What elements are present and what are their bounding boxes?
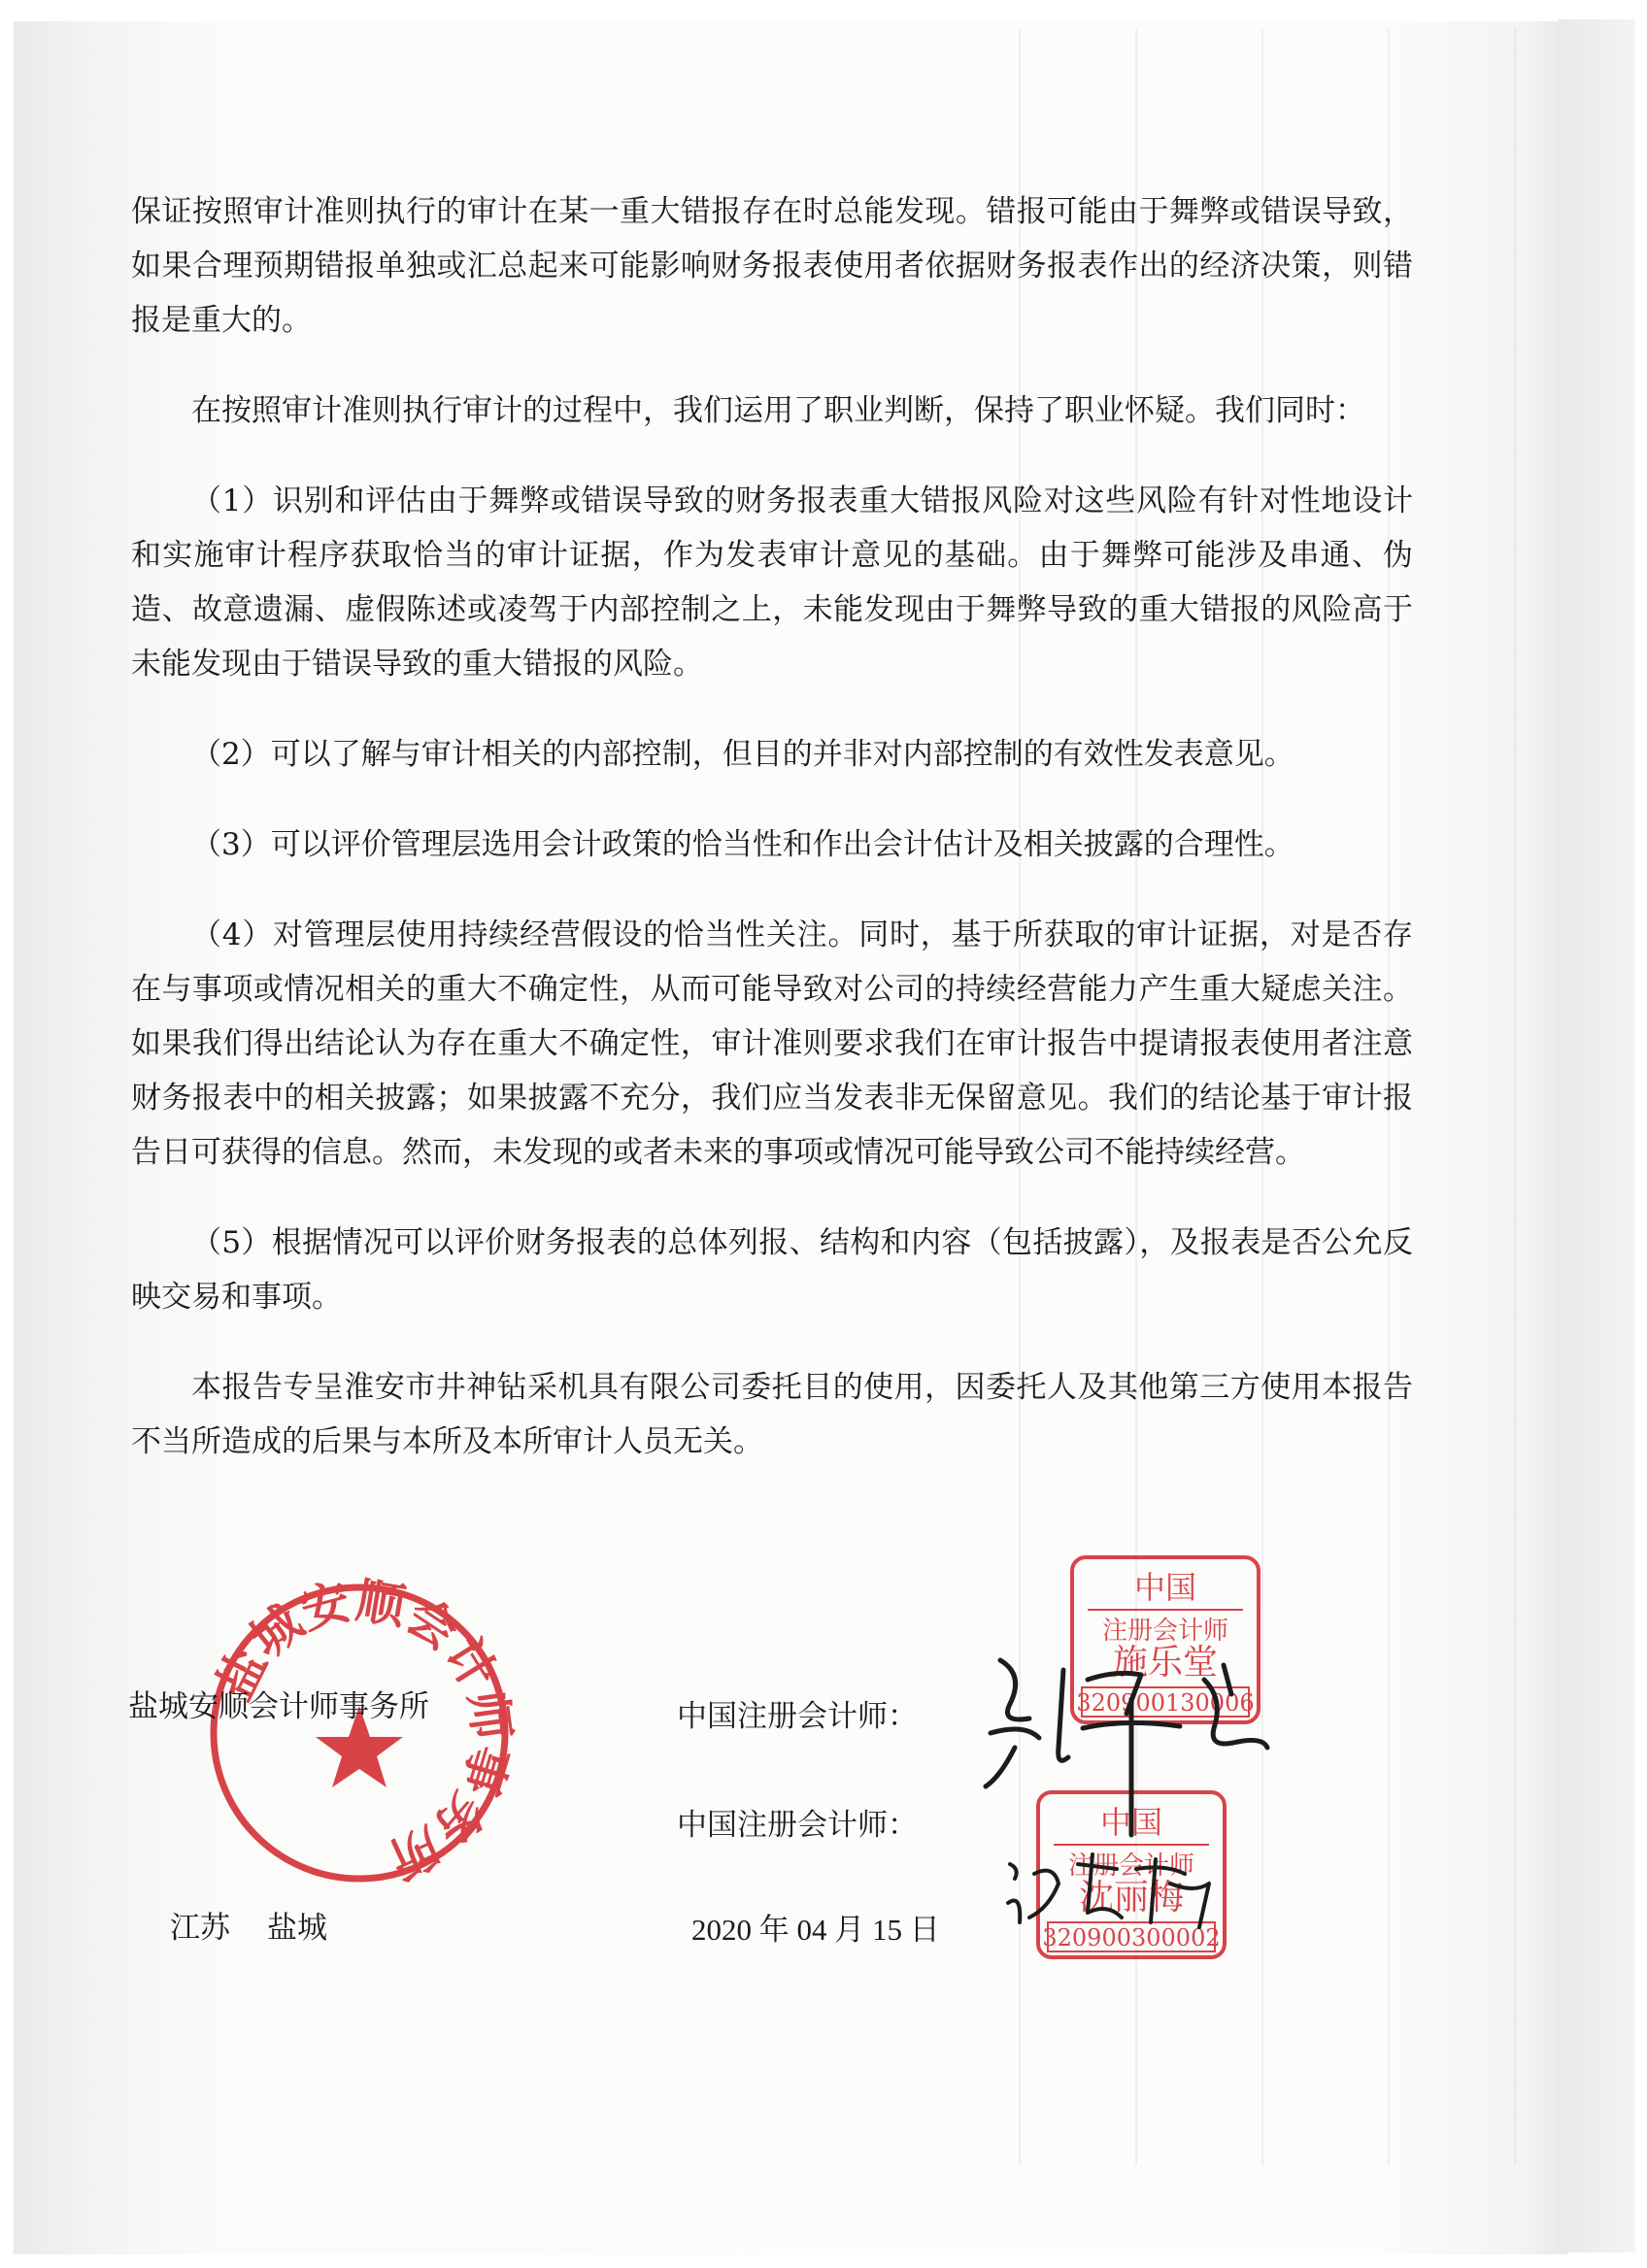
cpa-stamp-2-country: 中国 (1099, 1804, 1163, 1841)
report-date: 2020 年 04 月 15 日 (691, 1913, 940, 1947)
cpa-stamp-2-number: 320900300002 (1042, 1924, 1221, 1951)
firm-name: 盐城安顺会计师事务所 (128, 1689, 429, 1724)
cpa-stamp-2-title: 注册会计师 (1067, 1851, 1195, 1881)
cpa-stamp-1-name: 施乐堂 (1112, 1643, 1219, 1683)
location (170, 1909, 364, 1948)
cpa-label-1: 中国注册会计师： (677, 1699, 918, 1734)
handwritten-signature-2 (1000, 1825, 1233, 1942)
cpa-stamp-1-number: 320900130006 (1076, 1689, 1255, 1717)
location-province: 江苏 (170, 1911, 230, 1946)
paragraph-item-1: （1）识别和评估由于舞弊或错误导致的财务报表重大错报风险对这些风险有针对性地设计和实施审计程序获取恰当的审计证据，作为发表审计意见的基础。由于舞弊可能涉及串通、伪造、故意遗漏、虚假陈述或凌驾于内部控制之上，未能发现由于舞弊导致的重大错报的风险高于未能发现由于错误导致的重大错报的风险。 (131, 484, 1413, 682)
firm-seal (204, 1571, 521, 1889)
paragraph-usage-restriction: 本报告专呈淮安市井神钻采机具有限公司委托目的使用，因委托人及其他第三方使用本报告不当所造成的后果与本所及本所审计人员无关。 (131, 1370, 1413, 1459)
paragraph-item-4: （4）对管理层使用持续经营假设的恰当性关注。同时，基于所获取的审计证据，对是否存在与事项或情况相关的重大不确定性，从而可能导致对公司的持续经营能力产生重大疑虑关注。如果我们得出结论认为存在重大不确定性，审计准则要求我们在审计报告中提请报表使用者注意财务报表中的相关披露；如果披露不充分，我们应当发表非无保留意见。我们的结论基于审计报告日可获得的信息。然而，未发现的或者未来的事项或情况可能导致公司不能持续经营。 (131, 917, 1413, 1170)
paragraph-misstatement: 保证按照审计准则执行的审计在某一重大错报存在时总能发现。错报可能由于舞弊或错误导致，如果合理预期错报单独或汇总起来可能影响财务报表使用者依据财务报表作出的经济决策，则错报是重大的。 (131, 194, 1413, 338)
location-city: 盐城 (267, 1911, 327, 1946)
paragraph-item-2: （2）可以了解与审计相关的内部控制，但目的并非对内部控制的有效性发表意见。 (191, 737, 1294, 772)
cpa-label-2: 中国注册会计师： (677, 1808, 918, 1843)
handwritten-signature-1 (971, 1641, 1301, 1845)
firm-seal-text: 盐城安顺会计师事务所 (205, 1571, 521, 1889)
cpa-stamp-1-country: 中国 (1133, 1569, 1197, 1606)
report-body (131, 184, 1413, 1505)
paragraph-professional-judgment: 在按照审计准则执行审计的过程中，我们运用了职业判断，保持了职业怀疑。我们同时： (191, 393, 1365, 428)
cpa-stamp-2-name: 沈丽梅 (1078, 1878, 1185, 1918)
cpa-stamp-1-title: 注册会计师 (1101, 1617, 1229, 1646)
paragraph-item-5: （5）根据情况可以评价财务报表的总体列报、结构和内容（包括披露），及报表是否公允反映交易和事项。 (131, 1225, 1413, 1315)
page-edge-shadow (1558, 19, 1635, 2252)
paragraph-item-3: （3）可以评价管理层选用会计政策的恰当性和作出会计估计及相关披露的合理性。 (191, 827, 1294, 862)
